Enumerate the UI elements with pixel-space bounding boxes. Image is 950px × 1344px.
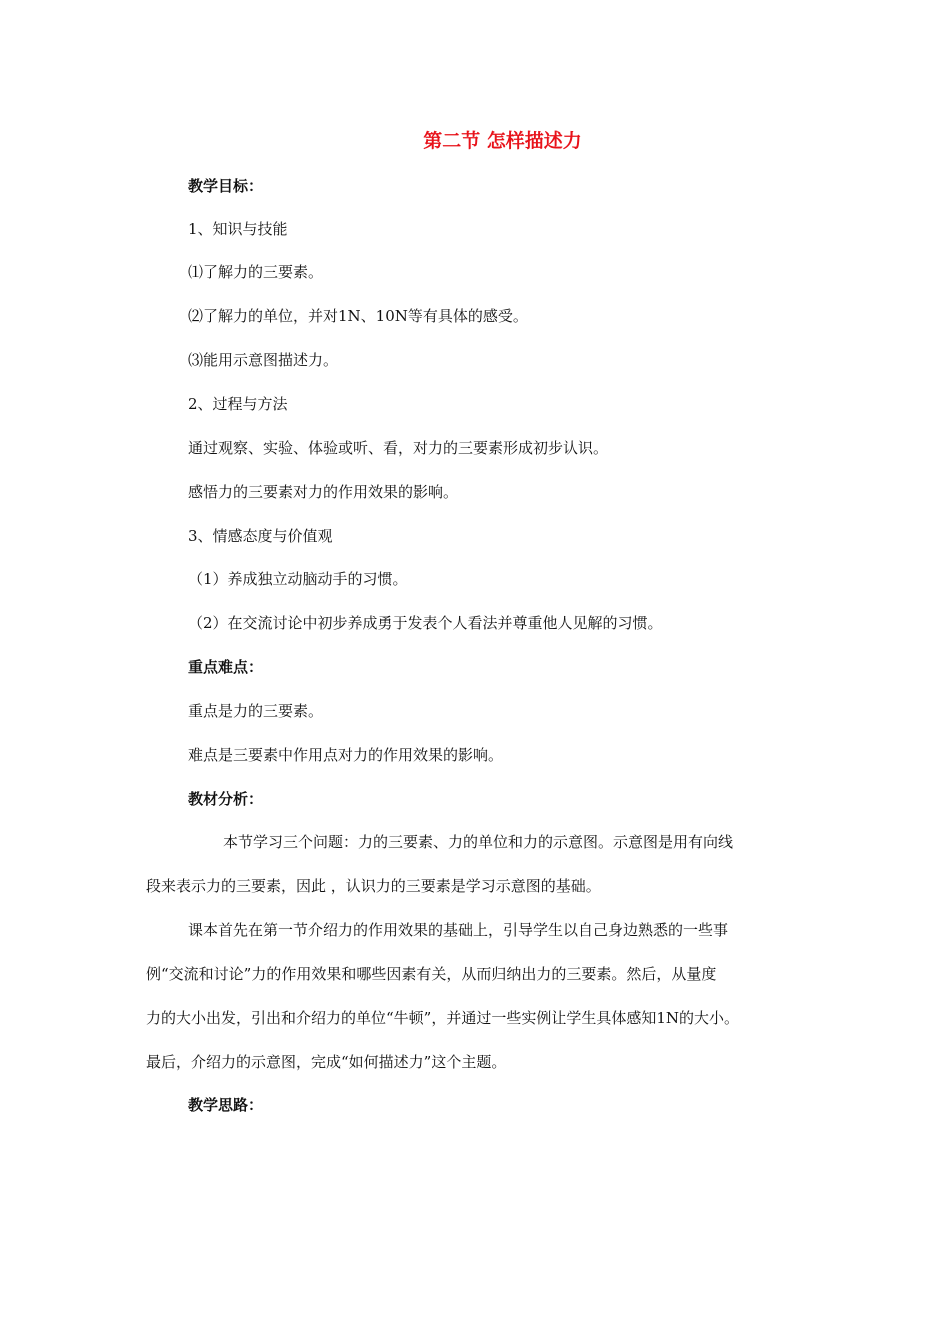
goal-paragraph: 通过观察、实验、体验或听、看，对力的三要素形成初步认识。 — [188, 439, 609, 457]
goal-item: ⑵了解力的单位，并对1N、10N等有具体的感受。 — [188, 307, 528, 325]
goal-paragraph: 感悟力的三要素对力的作用效果的影响。 — [188, 483, 459, 501]
analysis-paragraph-line: 例“交流和讨论”力的作用效果和哪些因素有关，从而归纳出力的三要素。然后，从量度 — [146, 965, 717, 983]
key-point-paragraph: 重点是力的三要素。 — [188, 702, 324, 720]
heading-teaching-approach: 教学思路： — [188, 1096, 264, 1114]
analysis-paragraph-line: 力的大小出发，引出和介绍力的单位“牛顿”，并通过一些实例让学生具体感知1N的大小。 — [146, 1009, 740, 1027]
goal-item: （2）在交流讨论中初步养成勇于发表个人看法并尊重他人见解的习惯。 — [188, 614, 663, 632]
goal-item: ⑴了解力的三要素。 — [188, 263, 324, 281]
document-title: 第二节 怎样描述力 — [423, 130, 582, 152]
analysis-paragraph-line: 本节学习三个问题：力的三要素、力的单位和力的示意图。示意图是用有向线 — [223, 833, 734, 851]
analysis-paragraph-line: 课本首先在第一节介绍力的作用效果的基础上，引导学生以自己身边熟悉的一些事 — [188, 921, 729, 939]
goal-section-2: 2、过程与方法 — [188, 395, 288, 413]
heading-teaching-goals: 教学目标： — [188, 177, 264, 195]
analysis-paragraph-line: 段来表示力的三要素，因此 ，认识力的三要素是学习示意图的基础。 — [146, 877, 601, 895]
goal-item: ⑶能用示意图描述力。 — [188, 351, 339, 369]
heading-material-analysis: 教材分析： — [188, 790, 264, 808]
goal-section-1: 1、知识与技能 — [188, 220, 288, 238]
key-point-paragraph: 难点是三要素中作用点对力的作用效果的影响。 — [188, 746, 504, 764]
goal-section-3: 3、情感态度与价值观 — [188, 527, 333, 545]
heading-key-points: 重点难点： — [188, 658, 264, 676]
goal-item: （1）养成独立动脑动手的习惯。 — [188, 570, 408, 588]
analysis-paragraph-line: 最后，介绍力的示意图，完成“如何描述力”这个主题。 — [146, 1053, 507, 1071]
